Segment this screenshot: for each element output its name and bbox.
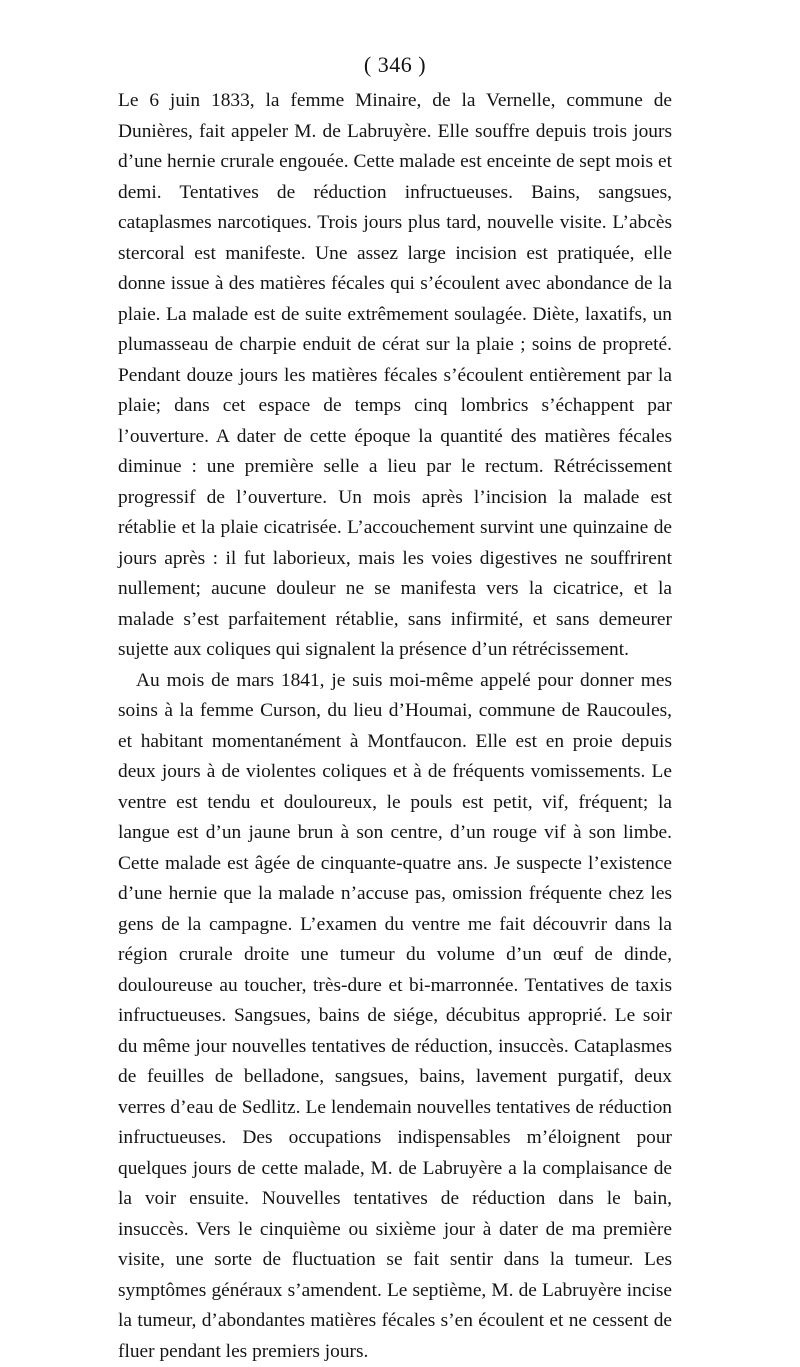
page-number: ( 346 ) <box>118 50 672 80</box>
paragraph-case-minaire: Le 6 juin 1833, la femme Minaire, de la Vernelle, commune de Dunières, fait appeler M. de Labruyère. Elle souffre depuis trois jours d’une hernie crurale engouée. Cette malade est enceinte de sept mois et demi. Tentatives de réduction infructueuses. Bains, sangsues, cataplasmes narcotiques. Trois jours plus tard, nouvelle visite. L’abcès stercoral est manifeste. Une assez large incision est pratiquée, elle donne issue à des matières fécales qui s’écoulent avec abondance de la plaie. La malade est de suite extrêmement soulagée. Diète, laxatifs, un plumasseau de charpie enduit de cérat sur la plaie ; soins de propreté. Pendant douze jours les matières fécales s’écoulent entièrement par la plaie; dans cet espace de temps cinq lombrics s’échappent par l’ouverture. A dater de cette époque la quantité des matières fécales diminue : une première selle a lieu par le rectum. Rétrécissement progressif de l’ouverture. Un mois après l’incision la malade est rétablie et la plaie cicatrisée. L’accouchement survint une quinzaine de jours après : il fut laborieux, mais les voies digestives ne souffrirent nullement; aucune douleur ne se manifesta vers la cicatrice, et la malade s’est parfaitement rétablie, sans infirmité, et sans demeurer sujette aux coliques qui signalent la présence d’un rétrécissement. <box>118 86 672 666</box>
book-page <box>118 50 672 1367</box>
paragraph-case-curson: Au mois de mars 1841, je suis moi-même appelé pour donner mes soins à la femme Curson, du lieu d’Houmai, commune de Raucoules, et habitant momentanément à Montfaucon. Elle est en proie depuis deux jours à de violentes coliques et à de fréquents vomissements. Le ventre est tendu et douloureux, le pouls est petit, vif, fréquent; la langue est d’un jaune brun à son centre, d’un rouge vif à son limbe. Cette malade est âgée de cinquante-quatre ans. Je suspecte l’existence d’une hernie que la malade n’accuse pas, omission fréquente chez les gens de la campagne. L’examen du ventre me fait découvrir dans la région crurale droite une tumeur du volume d’un œuf de dinde, douloureuse au toucher, très-dure et bi-marronnée. Tentatives de taxis infructueuses. Sangsues, bains de siége, décubitus approprié. Le soir du même jour nouvelles tentatives de réduction, insuccès. Cataplasmes de feuilles de belladone, sangsues, bains, lavement purgatif, deux verres d’eau de Sedlitz. Le lendemain nouvelles tentatives de réduction infructueuses. Des occupations indispensables m’éloignent pour quelques jours de cette malade, M. de Labruyère a la complaisance de la voir ensuite. Nouvelles tentatives de réduction dans le bain, insuccès. Vers le cinquième ou sixième jour à dater de ma première visite, une sorte de fluctuation se fait sentir dans la tumeur. Les symptômes généraux s’amendent. Le septième, M. de Labruyère incise la tumeur, d’abondantes matières fécales s’en écoulent et ne cessent de fluer pendant les premiers jours. <box>118 666 672 1367</box>
